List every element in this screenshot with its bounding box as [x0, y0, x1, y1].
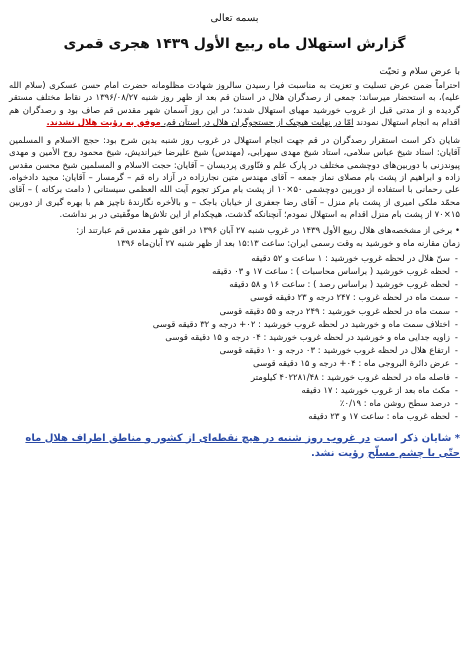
footer-note-lead: شایان ذکر است	[370, 432, 455, 444]
features-intro	[9, 225, 460, 237]
list-item: - فاصله ماه در لحظه غروب خورشید : ۴۰۲۲۸۱/۴۸ کیلومتر	[9, 372, 460, 385]
basmala-heading: بسمه تعالی	[210, 13, 259, 24]
list-item: - لحظه غروب خورشید ( براساس محاسبات ) : ساعت ۱۷ و ۰۳ دقیقه	[9, 266, 460, 279]
features-intro-text: برخی از مشخصه‌های هلال ربیع الأول ۱۴۳۹ در غروب شنبه ۲۷ آبان ۱۳۹۶ در افق شهر مقدس قم عبارتند از:	[76, 226, 453, 237]
list-item: - سمت ماه در لحظه غروب : ۲۴۷ درجه و ۲۳ دقیقه قوسی	[9, 292, 460, 305]
list-item: - ارتفاع هلال در لحظه غروب خورشید : ۰۳ درجه و ۱۰ دقیقه قوسی	[9, 345, 460, 358]
bullet-icon: •	[452, 226, 460, 237]
list-item: - عرض دائرة البروجی ماه : ۰۴+ درجه و ۱۵ دقیقه قوسی	[9, 358, 460, 371]
intro-paragraph	[9, 80, 460, 129]
conjunction-time: زمان مقارنه ماه و خورشید به وقت رسمی ایران: ساعت ۱۵:۱۳ بعد از ظهر شنبه ۲۷ آبان‌ماه ۱۳۹۶	[116, 238, 460, 249]
page-title: گزارش استهلال ماه ربیع الأول ۱۴۳۹ هجری قمری	[63, 36, 406, 52]
asterisk-icon: *	[454, 432, 460, 444]
list-item: - اختلاف سمت ماه و خورشید در لحظه غروب خورشید : ۰۲+ درجه و ۳۲ دقیقه قوسی	[9, 319, 460, 332]
footer-note-underlined: در غروب روز شنبه در هیچ نقطه‌ای از کشور و مناطق اطراف هلال ماه حتّی با چشم مسلّح	[25, 432, 460, 459]
list-item: - سمت ماه در لحظه غروب خورشید : ۲۴۹ درجه و ۵۵ دقیقه قوسی	[9, 306, 460, 319]
list-item: - سنّ هلال در لحظه غروب خورشید : ۱ ساعت و ۵۲ دقیقه	[9, 253, 460, 266]
greeting: با عرض سلام و تحیّت	[379, 67, 460, 77]
list-item: - درصد سطح روشن ماه : ۰/۱۹٪	[9, 398, 460, 411]
features-list	[9, 253, 460, 425]
footer-note-end: رؤیت نشد.	[310, 447, 368, 459]
list-item: - زاویه جدایی ماه و خورشید در لحظه غروب خورشید : ۰۴ درجه و ۱۵ دقیقه قوسی	[9, 332, 460, 345]
observers-paragraph: شایان ذکر است استقرار رصدگران در قم جهت انجام استهلال در غروب روز شنبه بدین شرح بود: حجج الاسلام و المسلمین آقایان: استاد شیخ عباس سلامی، استاد شیخ مهدی سهرابی، (مهندس) شیخ علیرضا خیراندیش، شیخ محمود روح الأمین و مهدی پیوندزنی با دوربین‌های دوچشمی مختلف در پارک علم و فنّاوری پردیسان – آقایان: حجت الاسلام و المسلمین شیخ محسن مقدس زاده و ابراهیم از پشت بام مصلای نماز جمعه – آقای مهندس متین نجارزاده در آزاد راه قم – گرمسار – آقایان: مجید دادخواه، علی رحمانی با استفاده از دوربین دوچشمی ۵۰×۱۰ از پشت بام مرکز تجوم آیت الله العظمی سیستانی ( دامت برکاته ) – آقای محمّد ملکی امیری از پشت بام منزل – آقای رضا جعفری از خیابان باجک – و بالأخره نگارندۀ ناچیز هم با بهره گیری از دوربین ۱۵×۷۰ از پشت بام منزل اقدام به استهلال نمودم؛ آنچنانکه گذشت، هیچکدام از این تلاش‌ها موفّقیتی در بر نداشت.	[9, 136, 461, 220]
intro-result-text: موفق به رؤیت هلال نشدند.	[46, 117, 161, 128]
list-item: - لحظه غروب خورشید ( براساس رصد ) : ساعت ۱۶ و ۵۸ دقیقه	[9, 279, 460, 292]
list-item: - لحظه غروب ماه : ساعت ۱۷ و ۲۳ دقیقه	[9, 411, 460, 424]
intro-text: احتراماً ضمن عرض تسلیت و تعزیت به مناسبت فرا رسیدن سالروز شهادت مظلومانه حضرت امام حسن عسکری (سلام الله علیه)، به استحضار میرساند: جمعی از رصدگران هلال در استان قم بعد از ظهر روز شنبه ۱۳۹۶/۰۸/۲۷ در نقاط مختلف مستقر گردیده و از مدتی قبل از غروب خورشید مهیای استهلال شدند؛ در این روز آسمان شهر مقدس قم صاف بود و رصدگران هم اقدام به انجام استهلال نمودند	[9, 81, 460, 128]
list-item: - مکث ماه بعد از غروب خورشید : ۱۷ دقیقه	[9, 385, 460, 398]
intro-underlined-text: امّا در نهایت هیچیک از جستجوگران هلال در استان قم،	[160, 117, 354, 128]
footer-note	[9, 431, 460, 461]
